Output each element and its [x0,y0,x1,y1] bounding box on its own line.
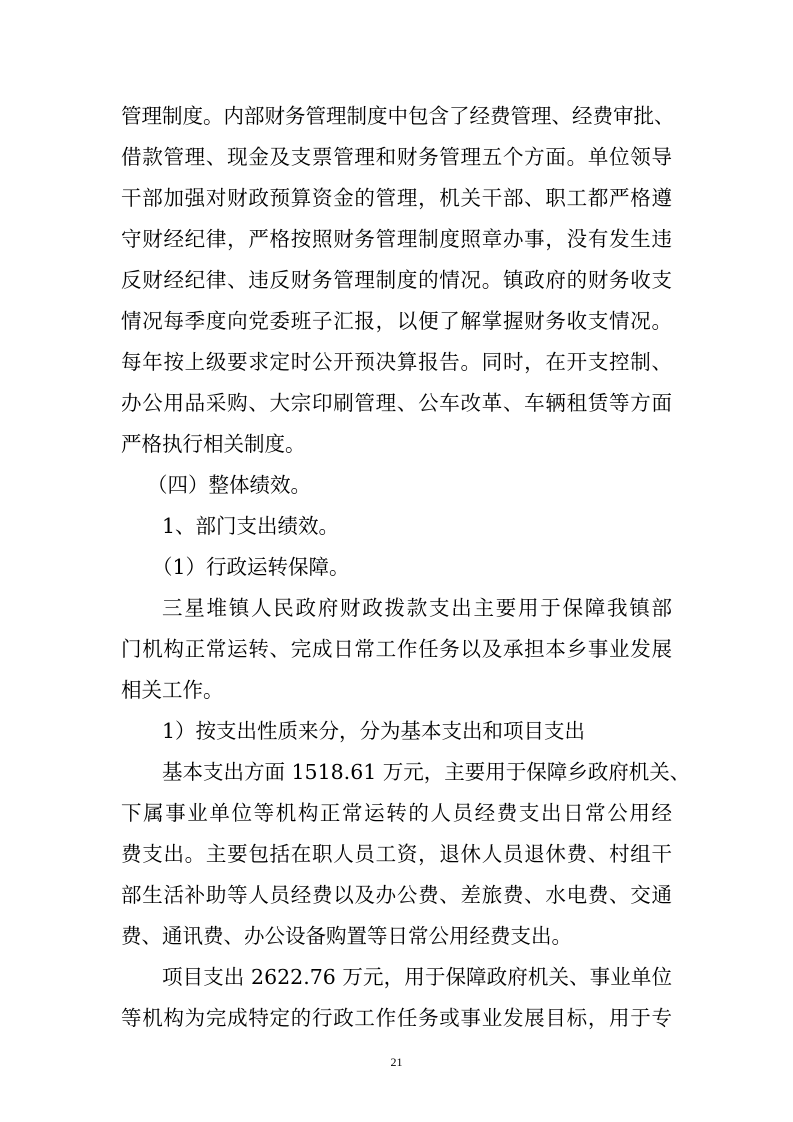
body-line: 费、通讯费、办公设备购置等日常公用经费支出。 [121,924,572,948]
body-line: 守财经纪律，严格按照财务管理制度照章办事，没有发生违 [121,227,672,251]
body-line: 相关工作。 [121,678,224,702]
body-line: 借款管理、现金及支票管理和财务管理五个方面。单位领导 [121,145,672,169]
body-line: 部生活补助等人员经费以及办公费、差旅费、水电费、交通 [121,883,672,907]
body-line: 1）按支出性质来分，分为基本支出和项目支出 [162,719,586,743]
subsubsection-heading: （1）行政运转保障。 [152,555,350,579]
body-line: 办公用品采购、大宗印刷管理、公车改革、车辆租赁等方面 [121,391,672,415]
section-heading: （四）整体绩效。 [147,473,311,497]
body-line: 下属事业单位等机构正常运转的人员经费支出日常公用经 [121,801,672,825]
body-line: 反财经纪律、违反财务管理制度的情况。镇政府的财务收支 [121,268,672,292]
body-line: 三星堆镇人民政府财政拨款支出主要用于保障我镇部 [162,596,672,620]
subsection-heading: 1、部门支出绩效。 [162,514,340,538]
body-line: 费支出。主要包括在职人员工资，退休人员退休费、村组干 [121,842,672,866]
body-line: 每年按上级要求定时公开预决算报告。同时，在开支控制、 [121,350,672,374]
body-line: 管理制度。内部财务管理制度中包含了经费管理、经费审批、 [121,104,675,128]
page-number: 21 [390,1055,403,1069]
body-line: 等机构为完成特定的行政工作任务或事业发展目标，用于专 [121,1006,672,1030]
body-line: 情况每季度向党委班子汇报，以便了解掌握财务收支情况。 [121,309,672,333]
body-line: 干部加强对财政预算资金的管理，机关干部、职工都严格遵 [121,186,672,210]
body-line: 项目支出 2622.76 万元，用于保障政府机关、事业单位 [162,965,672,989]
body-line: 严格执行相关制度。 [121,432,306,456]
body-line: 基本支出方面 1518.61 万元，主要用于保障乡政府机关、 [162,760,691,784]
body-line: 门机构正常运转、完成日常工作任务以及承担本乡事业发展 [121,637,672,661]
